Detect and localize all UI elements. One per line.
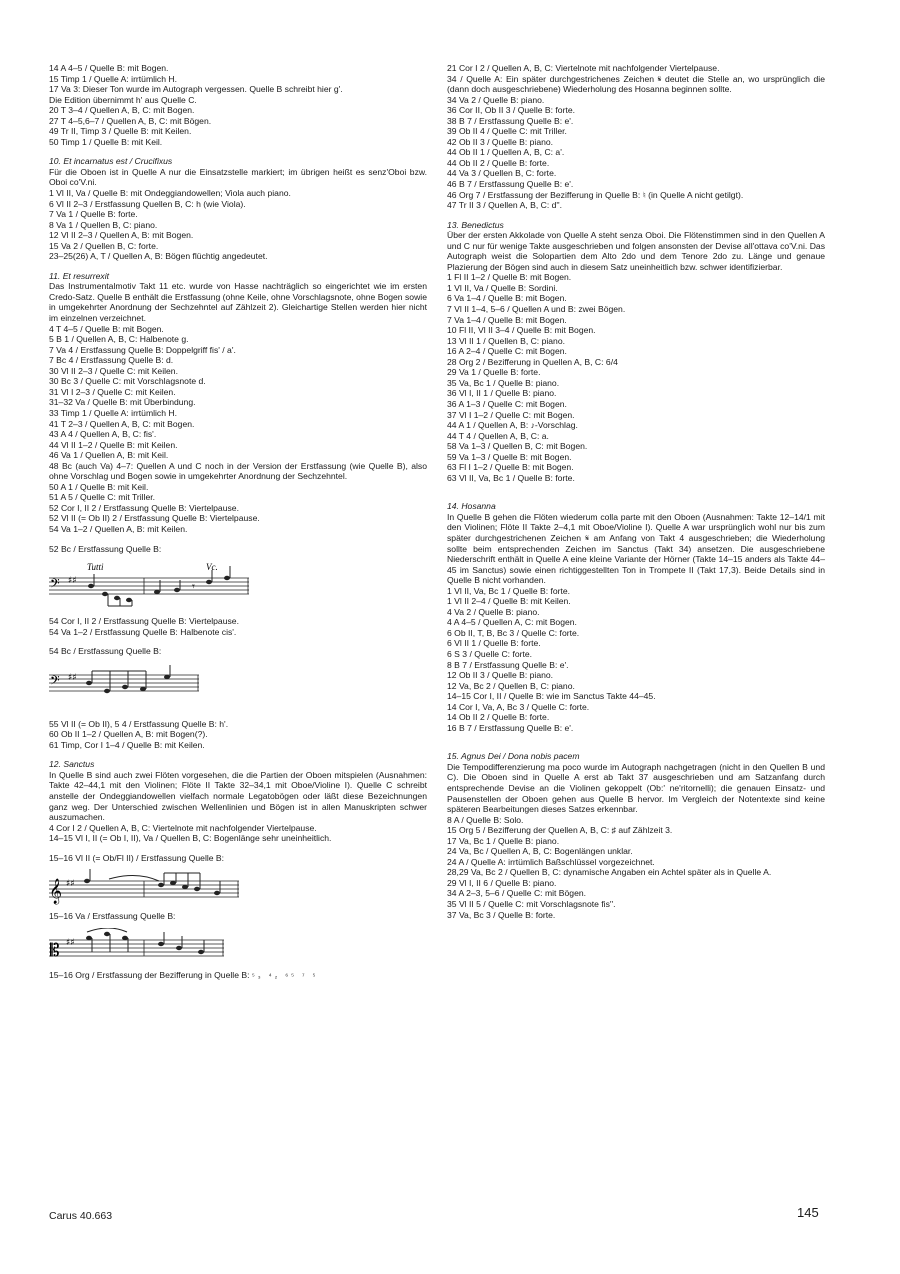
example-caption-52: 52 Bc / Erstfassung Quelle B: [49,543,162,554]
example-caption-1516c [49,970,427,983]
note-entry: 4 T 4–5 / Quelle B: mit Bogen. [49,323,164,334]
section-title-10: 10. Et incarnatus est / Crucifixus [49,156,173,167]
note-entry: 14–15 Vl I, II (= Ob I, II), Va / Quellen B, C: Bogenlänge sehr uneinheitlich. [49,833,332,844]
note-entry: 44 Ob II 2 / Quelle B: forte. [447,157,550,168]
note-entry: 59 Va 1–3 / Quelle B: mit Bogen. [447,451,572,462]
note-entry: 30 Vl II 2–3 / Quelle C: mit Keilen. [49,365,178,376]
note-entry: 16 B 7 / Erstfassung Quelle B: e'. [447,722,574,733]
svg-text:♯♯: ♯♯ [68,576,77,587]
section-title-14: 14. Hosanna [447,501,496,512]
note-entry: 6 Ob II, T, B, Bc 3 / Quelle C: forte. [447,627,580,638]
note-entry: 39 Ob II 4 / Quelle C: mit Triller. [447,126,567,137]
notes-block [447,63,825,74]
notes-block [447,272,825,483]
note-entry: 52 Cor I, II 2 / Erstfassung Quelle B: Viertelpause. [49,502,239,513]
note-entry: 17 Va 3: Dieser Ton wurde im Autograph vergessen. Quelle B schreibt hier g'. [49,84,343,95]
note-entry: 4 A 4–5 / Quellen A, C: mit Bogen. [447,617,577,628]
section-title-12: 12. Sanctus [49,759,95,770]
note-entry: 27 T 4–5,6–7 / Quellen A, B, C: mit Bögen. [49,115,212,126]
example-caption-1516c-text: 15–16 Org / Erstfassung der Bezifferung in Quelle B: [49,969,250,980]
notes-block [49,188,427,262]
note-entry: 61 Timp, Cor I 1–4 / Quelle B: mit Keilen. [49,739,205,750]
note-entry: 29 Vl I, II 6 / Quelle B: piano. [447,877,557,888]
note-entry: 38 B 7 / Erstfassung Quelle B: e'. [447,115,574,126]
note-entry: 16 A 2–4 / Quelle C: mit Bogen. [447,346,567,357]
note-entry: 43 A 4 / Quellen A, B, C: fis'. [49,429,157,440]
note-entry: 46 B 7 / Erstfassung Quelle B: e'. [447,179,574,190]
note-entry: 12 Va, Bc 2 / Quellen B, C: piano. [447,680,575,691]
note-entry: 36 A 1–3 / Quelle C: mit Bogen. [447,398,567,409]
note-entry: 31 Vl I 2–3 / Quelle C: mit Keilen. [49,386,176,397]
note-entry: 63 Vl II, Va, Bc 1 / Quelle B: forte. [447,472,575,483]
section-title-15: 15. Agnus Dei / Dona nobis pacem [447,751,580,762]
notes-block [49,63,427,147]
note-entry: 24 Va, Bc / Quellen A, B, C: Bogenlängen unklar. [447,846,633,857]
note-entry: 28 Org 2 / Bezifferung in Quellen A, B, C: 6/4 [447,356,618,367]
catalog-number: Carus 40.663 [49,1210,113,1222]
note-entry: 6 Vl II 2–3 / Erstfassung Quellen B, C: h (wie Viola). [49,198,246,209]
note-entry: 7 Va 1–4 / Quelle B: mit Bogen. [447,314,567,325]
music-example-54 [49,663,427,715]
note-entry: 49 Tr II, Timp 3 / Quelle B: mit Keilen. [49,126,192,137]
right-column [447,63,825,920]
note-entry: 54 Va 1–2 / Erstfassung Quelle B: Halbenote cis'. [49,626,237,637]
svg-text:♯♯: ♯♯ [68,672,77,683]
note-entry: 8 A / Quelle B: Solo. [447,814,524,825]
note-entry: 35 Va, Bc 1 / Quelle B: piano. [447,377,560,388]
tutti-label: Tutti [87,562,104,573]
note-entry: 46 Va 1 / Quellen A, B: mit Keil. [49,450,169,461]
example-caption-1516a: 15–16 Vl II (= Ob/Fl II) / Erstfassung Quelle B: [49,852,225,863]
note-entry: 34 A 2–3, 5–6 / Quelle C: mit Bögen. [447,888,587,899]
left-column [49,63,427,982]
note-entry: 14 Cor I, Va, A, Bc 3 / Quelle C: forte. [447,701,590,712]
section-intro-12: In Quelle B sind auch zwei Flöten vorgesehen, die die Partien der Oboen mitspielen (Ausnahmen: Takte 42–44,1 mit den Violinen; Flöte II Takte 32–34,1 mit Oboe/Violine I). Quelle C schreibt anstelle der Ondeggiandowellen vielfach normale Legatobögen oder läßt diese Bezeichnungen ganz weg. Der Unterschied zwischen Wellenlinien und Bögen ist in allen Manuskripten schwer auszumachen. [49,769,427,823]
note-entry: 21 Cor I 2 / Quellen A, B, C: Viertelnote mit nachfolgender Viertelpause. [447,63,720,73]
note-entry: 58 Va 1–3 / Quellen B, C: mit Bogen. [447,441,588,452]
notes-block [447,815,825,868]
note-entry: 4 Va 2 / Quelle B: piano. [447,606,540,617]
note-entry: 50 Timp 1 / Quelle B: mit Keil. [49,136,163,147]
note-entry: 15 Timp 1 / Quelle A: irrtümlich H. [49,73,177,84]
note-entry: 13 Vl II 1 / Quellen B, C: piano. [447,335,565,346]
note-entry: 33 Timp 1 / Quelle A: irrtümlich H. [49,407,177,418]
note-entry: 6 Vl II 1 / Quelle B: forte. [447,638,541,649]
section-title-13: 13. Benedictus [447,219,504,230]
note-entry: 35 Vl II 5 / Quelle C: mit Vorschlagsnote fis''. [447,899,616,910]
note-entry: 29 Va 1 / Quelle B: forte. [447,367,541,378]
note-entry: 1 Vl II, Va / Quelle B: mit Ondeggiandowellen; Viola auch piano. [49,188,291,199]
note-entry: 1 Vl II, Va, Bc 1 / Quelle B: forte. [447,585,571,596]
note-entry: 37 Va, Bc 3 / Quelle B: forte. [447,909,556,920]
note-entry: 1 Vl II 2–4 / Quelle B: mit Keilen. [447,596,571,607]
note-entry: 14 A 4–5 / Quelle B: mit Bogen. [49,63,169,73]
note-entry: 55 Vl II (= Ob II), 5 4 / Erstfassung Quelle B: h'. [49,718,229,729]
note-entry: 6 Va 1–4 / Quelle B: mit Bogen. [447,293,567,304]
note-entry: Die Edition übernimmt h' aus Quelle C. [49,94,197,105]
note-entry: 51 A 5 / Quelle C: mit Triller. [49,492,156,503]
note-entry: 36 Cor II, Ob II 3 / Quelle B: forte. [447,105,576,116]
bass-clef: 𝄢 [50,576,60,595]
svg-text:𝄾: 𝄾 [192,580,195,594]
note-entry: 5 B 1 / Quellen A, B, C: Halbenote g. [49,334,189,345]
note-entry: 7 Bc 4 / Erstfassung Quelle B: d. [49,355,174,366]
note-entry: 44 A 1 / Quellen A, B: ♪-Vorschlag. [447,420,578,431]
bass-clef: 𝄢 [50,672,60,691]
note-entry: 15 Va 2 / Quellen B, C: forte. [49,240,159,251]
note-entry: 31–32 Va / Quelle B: mit Überbindung. [49,397,196,408]
note-entry: 63 Fl I 1–2 / Quelle B: mit Bogen. [447,462,574,473]
note-entry: 6 S 3 / Quelle C: forte. [447,648,533,659]
note-entry: 44 Vl II 1–2 / Quelle B: mit Keilen. [49,439,178,450]
music-example-52 [49,560,427,612]
note-entry: 54 Cor I, II 2 / Erstfassung Quelle B: Viertelpause. [49,616,239,627]
vc-label: Vc. [206,562,218,573]
note-2829: 28,29 Va, Bc 2 / Quellen B, C: dynamische Angaben ein Achtel später als in Quelle A. [447,867,772,878]
svg-text:♯♯: ♯♯ [66,879,75,890]
section-intro-14: In Quelle B gehen die Flöten wiederum colla parte mit den Oboen (Ausnahmen: Takte 12–14/1 mit den Violinen; Flöte II Takte 2–4,1 mit Oboe/Violine I). Quelle A war ursprünglich wohl nur bis zum später durchgestrichenen Zeichen 𝄋 am Anfang von Takt 4 ausgeschrieben; die Wiederholung sollte beim entsprechenden Zeichen im Sanctus (Takt 34) ansetzen. Die ausgeschriebene Niederschrift enthält in Quelle A eine kleine Variante der Hörner (Takte 14–15 anders als Takte 44–45 im Sanctus) sowie einen richtiggestellten Ton in Trompete II (Takt 17,3). Beide Details sind in Quelle B nicht vorhanden. [447,511,825,586]
note-entry: 24 A / Quelle A: irrtümlich Baßschlüssel vorgezeichnet. [447,856,655,867]
note-entry: 7 Va 4 / Erstfassung Quelle B: Doppelgriff fis' / a'. [49,344,236,355]
section-intro-10: Für die Oboen ist in Quelle A nur die Einsatzstelle markiert; im übrigen heißt es senz'Oboi bzw. Oboi co'V.ni. [49,166,427,188]
note-entry: 15 Org 5 / Bezifferung der Quellen A, B, C: ♯ auf Zählzeit 3. [447,825,673,836]
music-example-1516a [49,869,427,907]
alto-clef: 𝄡 [50,940,60,961]
note-entry: 37 Vl I 1–2 / Quelle C: mit Bogen. [447,409,575,420]
note-entry: 30 Bc 3 / Quelle C: mit Vorschlagsnote d. [49,376,206,387]
notes-block [49,823,427,844]
section-intro-15: Die Tempodifferenzierung ma poco wurde im Autograph nachgetragen (nicht in den Quellen B und C). Die Oboen sind in Quelle A erst ab Takt 37 ausgeschrieben und am Satzanfang durch entsprechende Devise an die Violinen gekoppelt (Ob:' ne'ritornelli); die genauen Einsatz- und Pausenstellen der Oboen gehen aus Quelle B hervor. Im Vergleich der Notentexte sind keine späteren Bearbeitungen dieses Satzes erkennbar. [447,761,825,815]
example-caption-1516b: 15–16 Va / Erstfassung Quelle B: [49,911,176,922]
notes-block [49,324,427,461]
note-34: 34 / Quelle A: Ein später durchgestrichenes Zeichen 𝄋 deutet die Stelle an, wo ursprünglich die (dann doch ausgeschriebene) Wiederholung des Hosanna beginnen sollte. [447,73,825,95]
notes-block [447,95,825,211]
note-entry: 14 Ob II 2 / Quelle B: forte. [447,712,550,723]
note-entry: 42 Ob II 3 / Quelle B: piano. [447,136,554,147]
note-entry: 7 Va 1 / Quelle B: forte. [49,209,138,220]
note-entry: 34 Va 2 / Quelle B: piano. [447,94,545,105]
note-entry: 23–25(26) A, T / Quellen A, B: Bögen flüchtig angedeutet. [49,251,268,262]
figured-bass-figures: ⁵₃ ⁴₂ ⁶⁵ ⁷ ⁵ [251,972,319,980]
note-entry: 44 T 4 / Quellen A, B, C: a. [447,430,549,441]
note-entry: 54 Va 1–2 / Quellen A, B: mit Keilen. [49,523,188,534]
svg-text:♯♯: ♯♯ [66,937,75,948]
page-number: 145 [797,1205,819,1220]
treble-clef: 𝄞 [49,879,63,905]
music-example-1516b [49,928,427,966]
note-entry: 41 T 2–3 / Quellen A, B, C: mit Bogen. [49,418,195,429]
note-entry: 8 Va 1 / Quellen B, C: piano. [49,219,158,230]
section-intro-13: Über der ersten Akkolade von Quelle A steht senza Oboi. Die Flötenstimmen sind in den Quellen A und C nur für wenige Takte ausgeschrieben und folgen ansonsten der Devise all'ottava co'V.ni. Das Autograph weist die Solopartien dem Alto 2do und dem Tenore 2do zu. Länge und genaue Plazierung der Bögen sind auch in diesem Satz uneinheitlich bzw. schwer identifizierbar. [447,230,825,272]
notes-block [49,482,427,535]
notes-block [49,719,427,751]
notes-block [447,586,825,734]
example-caption-54: 54 Bc / Erstfassung Quelle B: [49,646,162,657]
note-entry: 14–15 Cor I, II / Quelle B: wie im Sanctus Takte 44–45. [447,691,656,702]
note-entry: 1 Vl II, Va / Quelle B: Sordini. [447,282,558,293]
staff-example-1516b [49,928,239,966]
staff-example-52 [49,560,249,612]
section-intro-11: Das Instrumentalmotiv Takt 11 etc. wurde von Hasse nachträglich so eingerichtet wie im ersten Credo-Satz. Quelle B enthält die Erstfassung (ohne Keile, ohne Vorschlagsnote, ohne Bogen sowie in umgekehrter Anordnung der Sechzehntel auf Zählzeit 2). Gleichartige Stellen werden hier nicht im einzelnen verzeichnet. [49,281,427,324]
staff-example-54 [49,663,199,715]
note-entry: 20 T 3–4 / Quellen A, B, C: mit Bogen. [49,105,195,116]
note-entry: 7 Vl II 1–4, 5–6 / Quellen A und B: zwei Bögen. [447,304,626,315]
note-48: 48 Bc (auch Va) 4–7: Quellen A und C noch in der Version der Erstfassung (wie Quelle B), also ohne Vorschlag und Bogen sowie in umgekehrter Anordnung der Sechzehntel. [49,460,427,482]
note-entry: 52 Vl II (= Ob II) 2 / Erstfassung Quelle B: Viertelpause. [49,513,260,524]
section-title-11: 11. Et resurrexit [49,270,110,281]
note-entry: 4 Cor I 2 / Quellen A, B, C: Viertelnote mit nachfolgender Viertelpause. [49,822,317,833]
note-entry: 60 Ob II 1–2 / Quellen A, B: mit Bogen(?). [49,729,208,740]
note-entry: 12 Ob II 3 / Quelle B: piano. [447,670,554,681]
note-entry: 46 Org 7 / Erstfassung der Bezifferung in Quelle B: ♮ (in Quelle A nicht getilgt). [447,189,744,200]
note-entry: 47 Tr II 3 / Quellen A, B, C: d''. [447,200,563,211]
note-entry: 17 Va, Bc 1 / Quelle B: piano. [447,835,560,846]
note-entry: 44 Va 3 / Quellen B, C: forte. [447,168,557,179]
note-entry: 8 B 7 / Erstfassung Quelle B: e'. [447,659,569,670]
notes-block [49,616,427,637]
note-entry: 44 Ob II 1 / Quellen A, B, C: a'. [447,147,565,158]
note-entry: 10 Fl II, Vl II 3–4 / Quelle B: mit Bogen. [447,325,596,336]
staff-example-1516a [49,869,239,907]
note-entry: 36 Vl I, II 1 / Quelle B: piano. [447,388,557,399]
notes-block [447,878,825,920]
note-entry: 1 Fl II 1–2 / Quelle B: mit Bogen. [447,272,572,283]
note-entry: 12 Vl II 2–3 / Quellen A, B: mit Bogen. [49,230,194,241]
note-entry: 50 A 1 / Quelle B: mit Keil. [49,481,149,492]
